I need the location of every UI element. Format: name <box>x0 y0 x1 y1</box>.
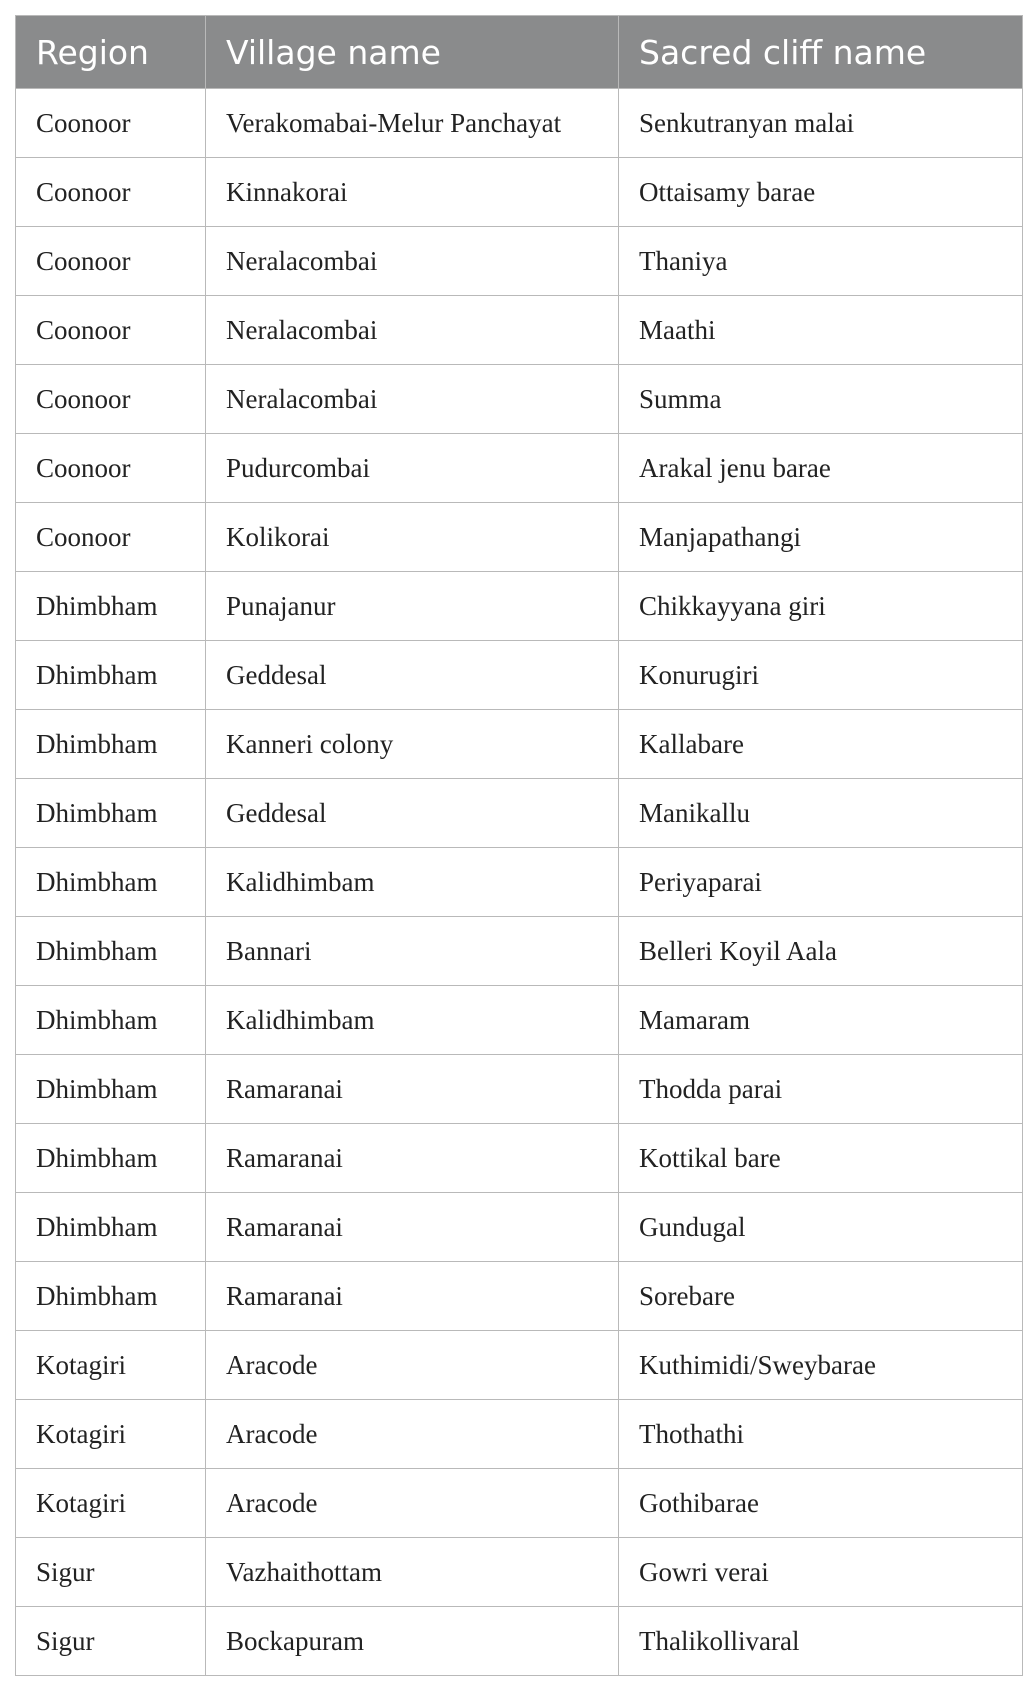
table-row <box>16 1055 1023 1124</box>
table-row <box>16 1262 1023 1331</box>
cell-sacred-cliff-name: Kuthimidi/Sweybarae <box>619 1331 1023 1400</box>
cell-region: Dhimbham <box>16 848 206 917</box>
table-body <box>16 89 1023 1676</box>
cell-village-name: Kalidhimbam <box>206 848 619 917</box>
header-row <box>16 16 1023 89</box>
cell-village-name: Geddesal <box>206 779 619 848</box>
cell-region: Kotagiri <box>16 1400 206 1469</box>
table-row <box>16 1193 1023 1262</box>
cell-region: Kotagiri <box>16 1331 206 1400</box>
cell-village-name: Ramaranai <box>206 1124 619 1193</box>
table-row <box>16 572 1023 641</box>
cell-village-name: Aracode <box>206 1400 619 1469</box>
cell-sacred-cliff-name: Gowri verai <box>619 1538 1023 1607</box>
cell-region: Dhimbham <box>16 710 206 779</box>
cell-village-name: Geddesal <box>206 641 619 710</box>
table-row <box>16 1124 1023 1193</box>
cell-region: Dhimbham <box>16 986 206 1055</box>
cell-village-name: Aracode <box>206 1331 619 1400</box>
cell-sacred-cliff-name: Ottaisamy barae <box>619 158 1023 227</box>
header-region: Region <box>16 16 206 89</box>
cell-sacred-cliff-name: Mamaram <box>619 986 1023 1055</box>
cell-sacred-cliff-name: Arakal jenu barae <box>619 434 1023 503</box>
cell-village-name: Kalidhimbam <box>206 986 619 1055</box>
table-row <box>16 710 1023 779</box>
cell-sacred-cliff-name: Thaniya <box>619 227 1023 296</box>
table-row <box>16 503 1023 572</box>
cell-sacred-cliff-name: Sorebare <box>619 1262 1023 1331</box>
cell-sacred-cliff-name: Manjapathangi <box>619 503 1023 572</box>
table-row <box>16 296 1023 365</box>
table-row <box>16 1538 1023 1607</box>
cell-village-name: Bannari <box>206 917 619 986</box>
cell-region: Dhimbham <box>16 917 206 986</box>
cell-region: Coonoor <box>16 158 206 227</box>
cell-region: Dhimbham <box>16 1193 206 1262</box>
cell-sacred-cliff-name: Maathi <box>619 296 1023 365</box>
cell-sacred-cliff-name: Kottikal bare <box>619 1124 1023 1193</box>
cell-sacred-cliff-name: Periyaparai <box>619 848 1023 917</box>
cell-sacred-cliff-name: Thodda parai <box>619 1055 1023 1124</box>
table-row <box>16 158 1023 227</box>
cell-village-name: Vazhaithottam <box>206 1538 619 1607</box>
cell-region: Sigur <box>16 1607 206 1676</box>
cell-region: Dhimbham <box>16 1124 206 1193</box>
table-row <box>16 779 1023 848</box>
cell-sacred-cliff-name: Kallabare <box>619 710 1023 779</box>
cell-village-name: Kolikorai <box>206 503 619 572</box>
table-row <box>16 848 1023 917</box>
cell-village-name: Punajanur <box>206 572 619 641</box>
cell-village-name: Ramaranai <box>206 1262 619 1331</box>
cell-village-name: Kinnakorai <box>206 158 619 227</box>
cell-sacred-cliff-name: Konurugiri <box>619 641 1023 710</box>
table-row <box>16 1469 1023 1538</box>
table-row <box>16 434 1023 503</box>
table-row <box>16 986 1023 1055</box>
cell-region: Kotagiri <box>16 1469 206 1538</box>
cell-sacred-cliff-name: Senkutranyan malai <box>619 89 1023 158</box>
cell-village-name: Ramaranai <box>206 1193 619 1262</box>
cell-sacred-cliff-name: Gothibarae <box>619 1469 1023 1538</box>
cell-village-name: Kanneri colony <box>206 710 619 779</box>
cell-region: Coonoor <box>16 296 206 365</box>
header-village-name: Village name <box>206 16 619 89</box>
cell-sacred-cliff-name: Manikallu <box>619 779 1023 848</box>
table-row <box>16 1331 1023 1400</box>
table-row <box>16 227 1023 296</box>
cell-village-name: Verakomabai-Melur Panchayat <box>206 89 619 158</box>
cell-village-name: Aracode <box>206 1469 619 1538</box>
table-row <box>16 1400 1023 1469</box>
cell-region: Sigur <box>16 1538 206 1607</box>
cell-sacred-cliff-name: Belleri Koyil Aala <box>619 917 1023 986</box>
cell-village-name: Pudurcombai <box>206 434 619 503</box>
cell-region: Coonoor <box>16 503 206 572</box>
cell-village-name: Neralacombai <box>206 365 619 434</box>
table-row <box>16 641 1023 710</box>
table-row <box>16 365 1023 434</box>
header-sacred-cliff-name: Sacred cliff name <box>619 16 1023 89</box>
table-row <box>16 89 1023 158</box>
cell-region: Coonoor <box>16 434 206 503</box>
cell-region: Dhimbham <box>16 1055 206 1124</box>
table-row <box>16 917 1023 986</box>
table-row <box>16 1607 1023 1676</box>
cell-village-name: Neralacombai <box>206 296 619 365</box>
cell-sacred-cliff-name: Thothathi <box>619 1400 1023 1469</box>
cell-sacred-cliff-name: Summa <box>619 365 1023 434</box>
cell-sacred-cliff-name: Thalikollivaral <box>619 1607 1023 1676</box>
cell-village-name: Bockapuram <box>206 1607 619 1676</box>
cell-sacred-cliff-name: Chikkayyana giri <box>619 572 1023 641</box>
cell-region: Dhimbham <box>16 779 206 848</box>
cell-village-name: Neralacombai <box>206 227 619 296</box>
cell-village-name: Ramaranai <box>206 1055 619 1124</box>
sacred-cliffs-table <box>15 15 1023 1676</box>
cell-sacred-cliff-name: Gundugal <box>619 1193 1023 1262</box>
cell-region: Dhimbham <box>16 572 206 641</box>
table-header <box>16 16 1023 89</box>
cell-region: Coonoor <box>16 365 206 434</box>
cell-region: Coonoor <box>16 89 206 158</box>
cell-region: Coonoor <box>16 227 206 296</box>
cell-region: Dhimbham <box>16 1262 206 1331</box>
cell-region: Dhimbham <box>16 641 206 710</box>
